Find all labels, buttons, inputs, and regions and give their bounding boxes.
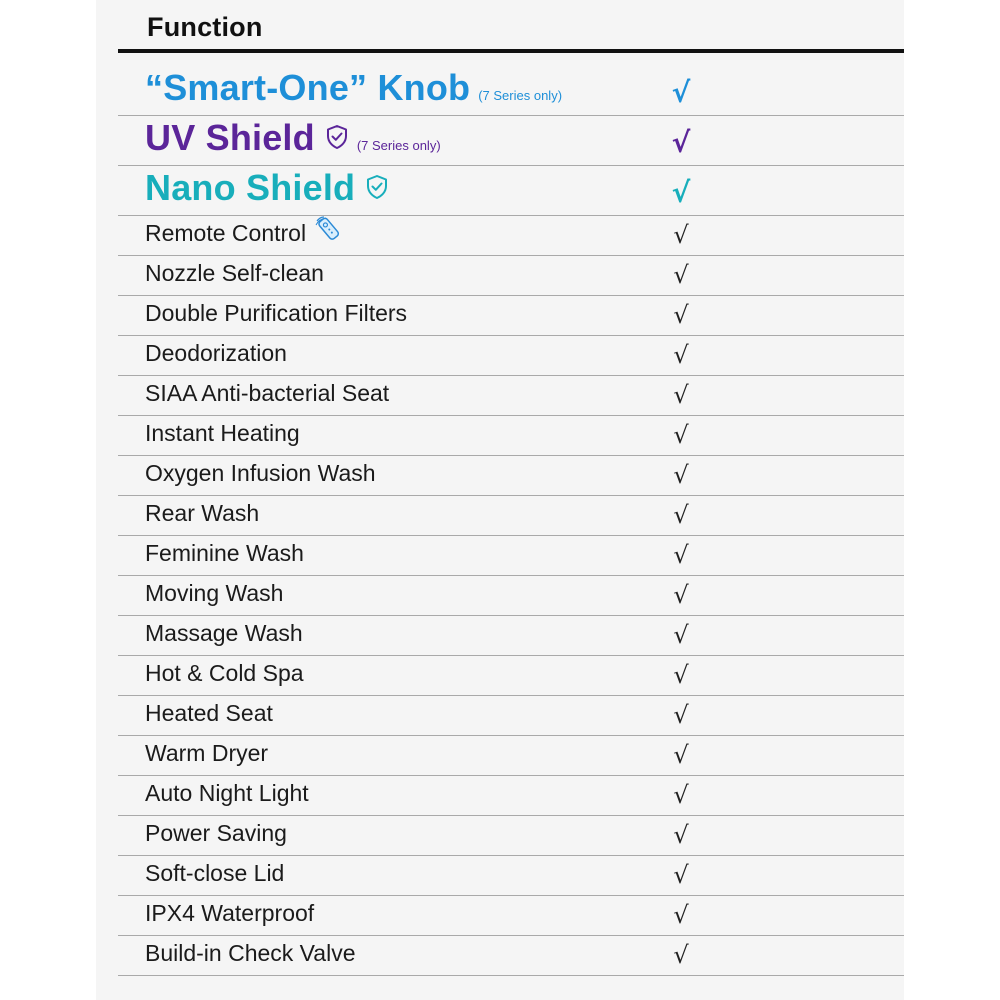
function-label: Rear Wash bbox=[145, 500, 260, 526]
function-label: Feminine Wash bbox=[145, 540, 304, 566]
function-label: Build-in Check Valve bbox=[145, 940, 356, 966]
function-label: IPX4 Waterproof bbox=[145, 900, 315, 926]
function-row bbox=[118, 896, 904, 936]
function-label: Hot & Cold Spa bbox=[145, 660, 304, 686]
function-row bbox=[118, 456, 904, 496]
check-mark: √ bbox=[673, 341, 689, 369]
table-header-function: Function bbox=[147, 12, 263, 42]
check-mark: √ bbox=[673, 301, 689, 329]
check-mark: √ bbox=[673, 421, 689, 449]
feature-row-smart-one-knob bbox=[118, 66, 904, 116]
shield-check-icon bbox=[325, 124, 349, 155]
check-mark: √ bbox=[671, 126, 691, 159]
function-label: Auto Night Light bbox=[145, 780, 309, 806]
check-mark: √ bbox=[673, 541, 689, 569]
check-mark: √ bbox=[673, 581, 689, 609]
function-label: Deodorization bbox=[145, 340, 287, 366]
function-label: Oxygen Infusion Wash bbox=[145, 460, 376, 486]
function-row bbox=[118, 656, 904, 696]
feature-row-uv-shield bbox=[118, 116, 904, 166]
check-mark: √ bbox=[673, 261, 689, 289]
function-label: Double Purification Filters bbox=[145, 300, 408, 326]
function-label: Soft-close Lid bbox=[145, 860, 285, 886]
function-row bbox=[118, 256, 904, 296]
feature-note: (7 Series only) bbox=[356, 138, 441, 153]
function-label: SIAA Anti-bacterial Seat bbox=[145, 380, 390, 406]
check-mark: √ bbox=[673, 741, 689, 769]
function-label: Nozzle Self-clean bbox=[145, 260, 324, 286]
check-mark: √ bbox=[673, 461, 689, 489]
function-label: Warm Dryer bbox=[145, 740, 269, 766]
function-label: Remote Control bbox=[145, 220, 307, 246]
check-mark: √ bbox=[673, 861, 689, 889]
header-divider bbox=[118, 49, 904, 53]
function-row bbox=[118, 496, 904, 536]
check-mark: √ bbox=[671, 76, 691, 109]
feature-row-nano-shield bbox=[118, 166, 904, 216]
check-mark: √ bbox=[673, 381, 689, 409]
function-row bbox=[118, 296, 904, 336]
check-mark: √ bbox=[673, 221, 689, 249]
check-mark: √ bbox=[673, 501, 689, 529]
check-mark: √ bbox=[673, 941, 689, 969]
function-row bbox=[118, 856, 904, 896]
function-label: Massage Wash bbox=[145, 620, 303, 646]
function-label: Heated Seat bbox=[145, 700, 273, 726]
function-row bbox=[118, 736, 904, 776]
function-label: Instant Heating bbox=[145, 420, 300, 446]
function-row bbox=[118, 696, 904, 736]
check-mark: √ bbox=[673, 701, 689, 729]
function-row bbox=[118, 536, 904, 576]
feature-note: (7 Series only) bbox=[478, 88, 563, 103]
function-row bbox=[118, 576, 904, 616]
function-row bbox=[118, 816, 904, 856]
check-mark: √ bbox=[673, 901, 689, 929]
check-mark: √ bbox=[671, 176, 691, 209]
remote-control-icon bbox=[314, 215, 342, 246]
feature-label: Nano Shield bbox=[145, 167, 356, 208]
function-row bbox=[118, 216, 904, 256]
check-mark: √ bbox=[673, 781, 689, 809]
function-row bbox=[118, 936, 904, 976]
function-row bbox=[118, 776, 904, 816]
function-row bbox=[118, 376, 904, 416]
check-mark: √ bbox=[673, 621, 689, 649]
feature-label: UV Shield bbox=[145, 117, 315, 158]
check-mark: √ bbox=[673, 661, 689, 689]
function-row bbox=[118, 616, 904, 656]
function-label: Moving Wash bbox=[145, 580, 284, 606]
function-row bbox=[118, 336, 904, 376]
function-label: Power Saving bbox=[145, 820, 287, 846]
feature-label: “Smart-One” Knob bbox=[145, 67, 471, 108]
shield-check-icon bbox=[365, 174, 389, 205]
function-table bbox=[118, 66, 904, 976]
function-row bbox=[118, 416, 904, 456]
check-mark: √ bbox=[673, 821, 689, 849]
